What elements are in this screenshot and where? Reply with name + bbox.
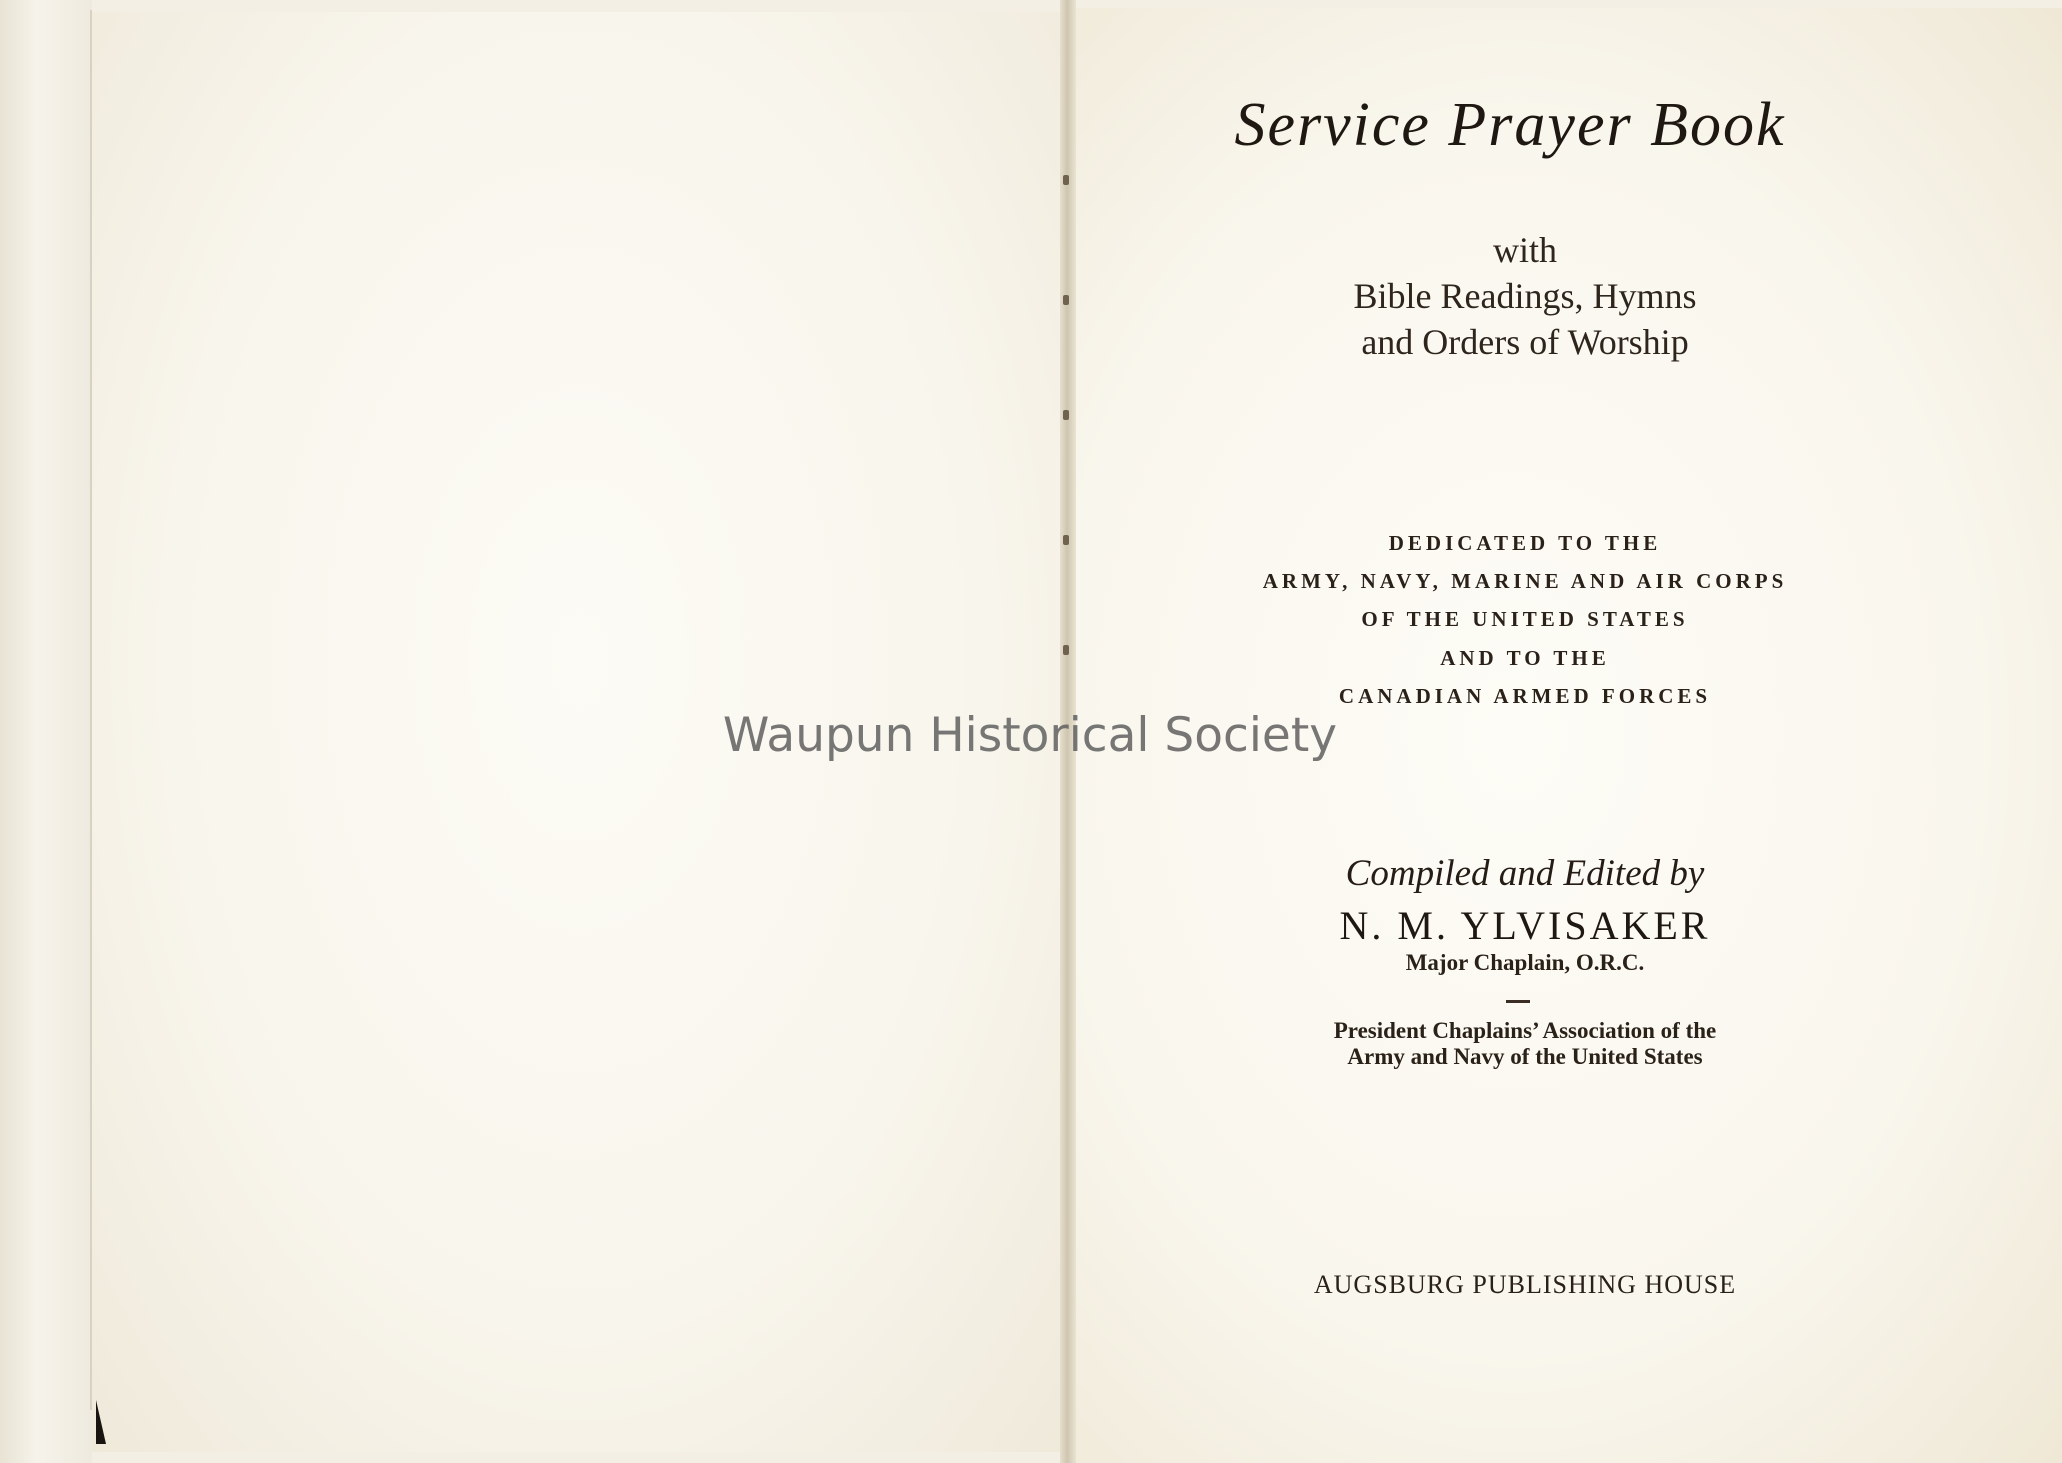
publisher: AUGSBURG PUBLISHING HOUSE: [1313, 1270, 1737, 1299]
page-corner-mark: [96, 1400, 120, 1444]
staple-mark: [1063, 535, 1069, 545]
staple-mark: [1063, 175, 1069, 185]
dedication-line-2: ARMY, NAVY, MARINE AND AIR CORPS: [1262, 569, 1788, 593]
compiled-by: Compiled and Edited by: [1345, 853, 1705, 894]
president-line-2: Army and Navy of the United States: [1347, 1044, 1703, 1069]
separator-dash: [1506, 1000, 1530, 1003]
staple-mark: [1063, 410, 1069, 420]
watermark: Waupun Historical Society: [722, 708, 1338, 763]
dedication-line-1: DEDICATED TO THE: [1388, 531, 1662, 555]
dedication-line-4: AND TO THE: [1440, 646, 1610, 670]
cover-edge: [0, 0, 92, 1463]
editor-name: N. M. YLVISAKER: [1339, 903, 1711, 948]
dedication-line-5: CANADIAN ARMED FORCES: [1338, 684, 1712, 708]
president-line-1: President Chaplains’ Association of the: [1333, 1018, 1717, 1043]
subtitle-line-2: Bible Readings, Hymns: [1353, 276, 1697, 316]
staple-mark: [1063, 645, 1069, 655]
book-title: Service Prayer Book: [1234, 91, 1786, 159]
editor-rank: Major Chaplain, O.R.C.: [1405, 950, 1645, 975]
subtitle-line-1: with: [1492, 230, 1557, 270]
subtitle-line-3: and Orders of Worship: [1361, 322, 1689, 362]
dedication-line-3: OF THE UNITED STATES: [1361, 607, 1689, 631]
staple-mark: [1063, 295, 1069, 305]
